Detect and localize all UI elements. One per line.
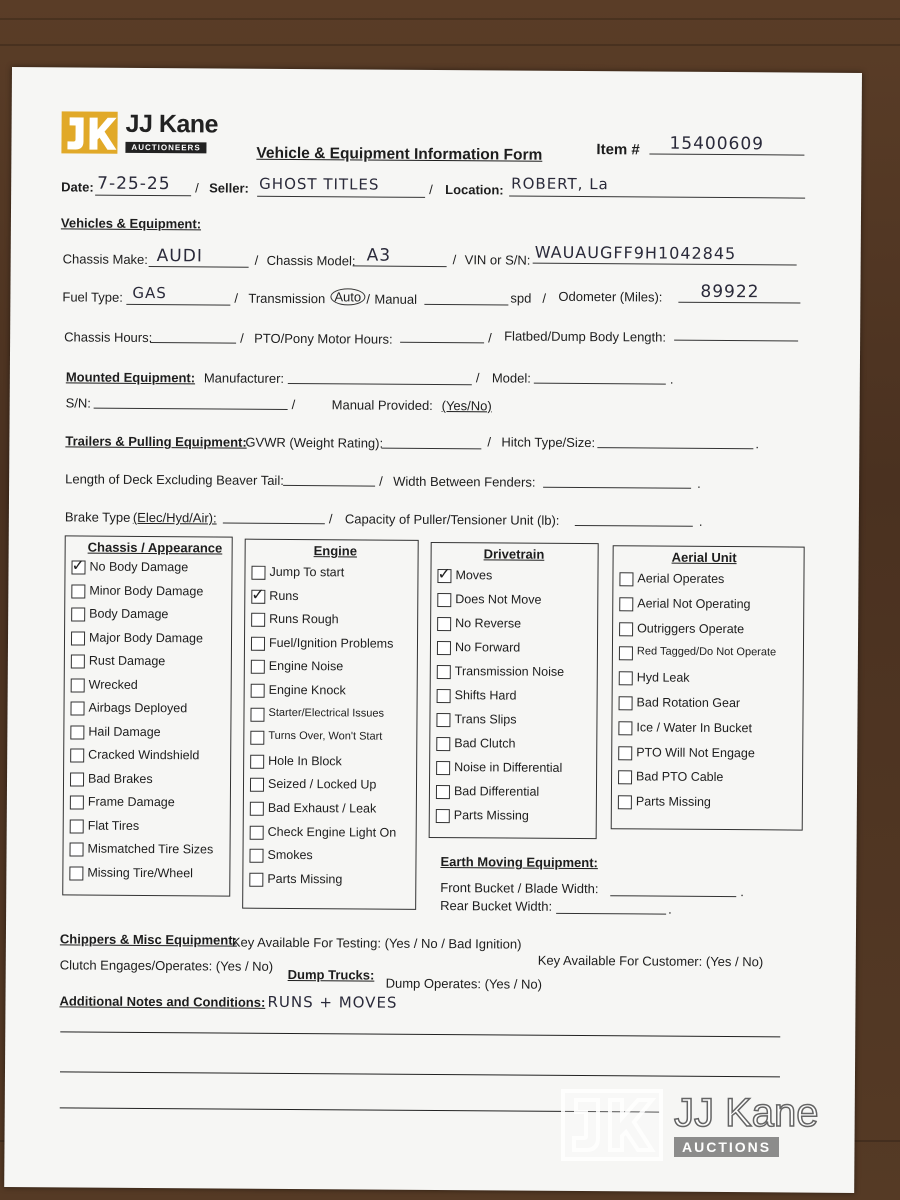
checkbox-label: Minor Body Damage	[89, 583, 204, 598]
item-label: Item #	[596, 141, 640, 159]
aerial-box-title: Aerial Unit	[671, 549, 737, 566]
checkbox[interactable]	[250, 778, 264, 792]
checkbox[interactable]	[436, 809, 450, 823]
deck-length-label: Length of Deck Excluding Beaver Tail:	[65, 471, 284, 488]
checkbox-label: Parts Missing	[453, 808, 529, 823]
form-page: JJ Kane AUCTIONEERS Vehicle & Equipment Information Form Item # 15400609 Date: 7-25-25 / Seller: GHOST TITLES / Location: ROBERT, La Vehicles & Equipment: Chassis Make: AUDI / Chassis Model: A3 / VIN or S/N: WAUAUGFF9H1042845 Fuel Type: GAS / Transmission Auto / Manual spd / Odometer (Miles): 89922 Chassis Hours: / PTO/Pony Motor Hours: / Flatbed/Dump Body Length: Mounted Equipment: Manufacturer: / Model: . S/N: / Manual Provided: (Yes/No) Trailers & Pulling Equipment: GVWR (Weight Rating): / Hitch Type/Size: . Length of Deck Excluding Beaver Tail: / Width Between Fenders: . Brake Type (Elec/Hyd/Air): / Capacity of Puller/Tensioner Unit (lb): . Chassis / Appearance ✓ No Body Damage Minor Body Damage Body Damage Major Body Damage Rust Damage Wrecked Airbags Deployed Hail Damage Cracked Windshield Bad Brakes Frame Damage Flat Tires Mismatched Tire Sizes Missing Tire/Wheel Engine Jump To start ✓ Runs Runs Rough Fuel/Ignition Problems Engine Noise Engine Knock Starter/Electrical Issues Turns Over, Won't Start Hole In Block Seized / Locked Up Bad Exhaust / Leak Check Engine Light On Smokes Parts Missing Drivetrain ✓ Moves Does Not Move No Reverse No Forward Transmission Noise Shifts Hard Trans Slips Bad Clutch Noise in Differential Bad Differential Parts Missing Aerial Unit Aerial Operates Aerial Not Operating Outriggers Operate Red Tagged/Do Not Operate Hyd Leak Bad Rotation Gear Ice / Water In Bucket PTO Will Not Engage Bad PTO Cable Parts Missing Earth Moving Equipment: Front Bucket / Blade Width: . Rear Bucket Width: . Chippers & Misc Equipment: Key Available For Testing: (Yes / No / Bad Ignition) Key Available For Customer: (Yes / No) Clutch Engages/Operates: (Yes / No) Dump Trucks: Dump Operates: (Yes / No) Additional Notes and Conditions: RUNS + MOVES	[4, 67, 862, 1193]
key-customer-text[interactable]: Key Available For Customer: (Yes / No)	[537, 952, 764, 970]
checkbox[interactable]	[618, 721, 632, 735]
checkbox-label: Check Engine Light On	[267, 824, 397, 840]
chassis-appearance-box	[62, 535, 233, 896]
checkbox[interactable]	[618, 746, 632, 760]
brake-type-options[interactable]: (Elec/Hyd/Air):	[132, 509, 217, 526]
checkbox-label: Bad PTO Cable	[636, 769, 724, 785]
chassis-model-label: Chassis Model:	[266, 252, 356, 269]
checkbox[interactable]	[70, 748, 84, 762]
brand-name: JJ Kane	[125, 109, 219, 139]
checkbox-label: Outriggers Operate	[637, 621, 745, 636]
checkbox[interactable]	[69, 866, 83, 880]
sn-label: S/N:	[65, 395, 92, 411]
form-title: Vehicle & Equipment Information Form	[256, 144, 543, 164]
checkbox-label: Bad Clutch	[454, 736, 516, 751]
checkbox[interactable]	[70, 819, 84, 833]
checkbox[interactable]	[250, 825, 264, 839]
item-value[interactable]: 15400609	[669, 133, 765, 155]
checkbox[interactable]	[70, 842, 84, 856]
checkbox-label: Trans Slips	[454, 712, 517, 727]
checkbox-label: Shifts Hard	[454, 688, 517, 703]
checkbox[interactable]	[71, 631, 85, 645]
drivetrain-box-title: Drivetrain	[483, 546, 545, 562]
checkbox-label: Runs	[269, 588, 299, 603]
checkbox-label: Engine Noise	[268, 659, 344, 674]
watermark-sub: AUCTIONS	[674, 1137, 779, 1157]
checkbox-label: Missing Tire/Wheel	[87, 865, 194, 880]
checkbox[interactable]	[71, 678, 85, 692]
checkbox[interactable]	[436, 737, 450, 751]
key-testing-text[interactable]: Key Available For Testing: (Yes / No / Bad Ignition)	[231, 934, 522, 952]
checkbox-label: Flat Tires	[87, 818, 140, 833]
date-value[interactable]: 7-25-25	[97, 173, 171, 195]
checkbox[interactable]	[437, 564, 451, 584]
fender-width-label: Width Between Fenders:	[393, 473, 536, 490]
checkbox[interactable]	[251, 584, 265, 604]
chassis-make-value[interactable]: AUDI	[156, 246, 203, 267]
fuel-type-value[interactable]: GAS	[132, 283, 167, 303]
checkbox-label: Aerial Not Operating	[637, 596, 751, 611]
checkbox-label: Fuel/Ignition Problems	[268, 635, 394, 651]
checkbox[interactable]	[251, 613, 265, 627]
checkbox[interactable]	[70, 795, 84, 809]
checkbox-label: Red Tagged/Do Not Operate	[636, 645, 777, 659]
pto-hours-label: PTO/Pony Motor Hours:	[254, 330, 393, 347]
checkbox[interactable]	[71, 607, 85, 621]
checkbox[interactable]	[250, 802, 264, 816]
vin-value[interactable]: WAUAUGFF9H1042845	[534, 242, 737, 264]
checkbox-label: Cracked Windshield	[88, 747, 200, 763]
checkbox[interactable]	[250, 707, 264, 721]
checkbox[interactable]	[251, 660, 265, 674]
checkbox-label: Hole In Block	[268, 753, 342, 769]
fuel-type-label: Fuel Type:	[62, 289, 123, 305]
seller-value[interactable]: GHOST TITLES	[259, 174, 380, 194]
checkmark-icon: ✓	[437, 564, 451, 584]
checkbox-label: Major Body Damage	[88, 630, 204, 645]
clutch-text[interactable]: Clutch Engages/Operates: (Yes / No)	[59, 957, 274, 974]
checkbox[interactable]	[437, 617, 451, 631]
date-label: Date:	[61, 179, 94, 195]
checkbox-label: Seized / Locked Up	[267, 777, 377, 792]
hitch-type-label: Hitch Type/Size:	[501, 434, 596, 451]
checkbox[interactable]	[251, 637, 265, 651]
dump-trucks-section-title: Dump Trucks:	[287, 966, 375, 983]
checkbox[interactable]	[619, 572, 633, 586]
trailers-section-title: Trailers & Pulling Equipment:	[65, 433, 247, 450]
checkbox-label: Does Not Move	[455, 592, 542, 607]
checkbox-label: Bad Differential	[453, 784, 540, 799]
seller-label: Seller:	[209, 180, 249, 196]
engine-box-title: Engine	[313, 543, 358, 559]
checkbox-label: Wrecked	[88, 677, 138, 692]
checkbox-label: Starter/Electrical Issues	[268, 706, 385, 720]
checkbox[interactable]	[71, 555, 86, 575]
flatbed-length-label: Flatbed/Dump Body Length:	[504, 328, 667, 345]
checkbox[interactable]	[70, 725, 84, 739]
checkbox[interactable]	[70, 772, 84, 786]
transmission-auto-option[interactable]: Auto	[330, 288, 365, 305]
manufacturer-label: Manufacturer:	[203, 370, 285, 386]
odometer-label: Odometer (Miles):	[558, 288, 663, 305]
spd-label: spd	[510, 290, 532, 306]
model-label: Model:	[491, 370, 531, 386]
checkbox-label: No Body Damage	[89, 559, 189, 575]
chassis-model-value[interactable]: A3	[366, 245, 392, 266]
earth-moving-section-title: Earth Moving Equipment:	[440, 854, 598, 871]
checkbox-label: Parts Missing	[267, 871, 343, 887]
checkbox-label: Bad Exhaust / Leak	[267, 800, 377, 816]
manual-provided-label: Manual Provided:	[331, 397, 433, 413]
checkbox-label: Hail Damage	[88, 724, 161, 739]
checkbox[interactable]	[437, 665, 451, 679]
brand-sub: AUCTIONEERS	[125, 142, 206, 154]
jk-watermark-logo-icon	[560, 1088, 664, 1162]
checkbox-label: Transmission Noise	[454, 664, 565, 679]
chassis-make-label: Chassis Make:	[62, 251, 148, 267]
checkbox-label: Aerial Operates	[637, 571, 725, 587]
odometer-value[interactable]: 89922	[700, 281, 760, 303]
checkbox[interactable]	[619, 671, 633, 685]
checkbox-label: Noise in Differential	[454, 760, 563, 775]
checkbox-label: Turns Over, Won't Start	[268, 730, 383, 743]
checkbox-label: Ice / Water In Bucket	[636, 720, 753, 736]
capacity-label: Capacity of Puller/Tensioner Unit (lb):	[344, 511, 560, 528]
checkbox-label: No Reverse	[455, 616, 522, 631]
jk-logo-mark-icon	[59, 109, 119, 155]
checkbox-label: Parts Missing	[635, 794, 711, 810]
vin-label: VIN or S/N:	[464, 252, 531, 268]
checkbox[interactable]	[249, 873, 263, 887]
checkbox-label: Bad Rotation Gear	[636, 695, 741, 711]
checkbox[interactable]	[437, 593, 451, 607]
location-value[interactable]: ROBERT, La	[511, 174, 609, 194]
checkbox[interactable]	[250, 755, 264, 769]
notes-label: Additional Notes and Conditions:	[59, 993, 266, 1010]
checkbox-label: PTO Will Not Engage	[636, 745, 755, 760]
checkbox-label: Rust Damage	[88, 653, 166, 669]
chassis-box-title: Chassis / Appearance	[87, 539, 223, 556]
checkbox-label: Moves	[455, 568, 493, 583]
checkbox[interactable]	[249, 849, 263, 863]
checkbox[interactable]	[619, 597, 633, 611]
checkbox[interactable]	[436, 785, 450, 799]
jj-kane-logo	[59, 109, 218, 156]
checkbox[interactable]	[618, 795, 632, 809]
checkbox[interactable]	[71, 654, 85, 668]
dump-operates-text[interactable]: Dump Operates: (Yes / No)	[385, 975, 542, 992]
checkbox-label: Mismatched Tire Sizes	[87, 841, 214, 857]
checkbox-label: Bad Brakes	[87, 771, 153, 786]
location-label: Location:	[445, 182, 504, 198]
checkbox[interactable]	[619, 647, 633, 661]
checkmark-icon: ✓	[71, 555, 86, 575]
brake-type-label: Brake Type	[64, 509, 131, 525]
aerial-unit-box	[611, 545, 805, 830]
mounted-section-title: Mounted Equipment:	[65, 369, 196, 386]
checkbox-label: Jump To start	[269, 564, 345, 580]
checkbox-label: Hyd Leak	[636, 670, 690, 685]
checkbox[interactable]	[70, 701, 84, 715]
transmission-manual-option[interactable]: Manual	[374, 291, 418, 307]
checkbox[interactable]	[619, 622, 633, 636]
transmission-label: Transmission	[248, 290, 326, 307]
checkbox[interactable]	[251, 566, 265, 580]
checkbox[interactable]	[436, 761, 450, 775]
vehicles-section-title: Vehicles & Equipment:	[60, 215, 202, 232]
checkbox[interactable]	[437, 689, 451, 703]
notes-value[interactable]: RUNS + MOVES	[267, 992, 398, 1012]
checkbox[interactable]	[437, 641, 451, 655]
rear-bucket-label: Rear Bucket Width:	[440, 898, 553, 914]
drivetrain-box	[429, 542, 599, 839]
checkbox[interactable]	[250, 731, 264, 745]
front-bucket-label: Front Bucket / Blade Width:	[440, 880, 599, 897]
chassis-hours-label: Chassis Hours:	[64, 329, 153, 346]
checkbox-label: Frame Damage	[87, 794, 175, 810]
engine-box	[242, 539, 419, 910]
checkbox[interactable]	[436, 713, 450, 727]
checkbox-label: Runs Rough	[269, 612, 339, 627]
checkbox[interactable]	[71, 584, 85, 598]
checkbox[interactable]	[619, 696, 633, 710]
checkbox-label: Body Damage	[89, 606, 169, 622]
manual-provided-options[interactable]: (Yes/No)	[441, 398, 492, 414]
watermark-name: JJ Kane	[674, 1091, 819, 1135]
checkbox-label: Airbags Deployed	[88, 700, 188, 716]
chippers-section-title: Chippers & Misc Equipment:	[59, 931, 237, 948]
checkbox-label: No Forward	[454, 640, 521, 655]
checkbox-label: Engine Knock	[268, 682, 346, 698]
gvwr-label: GVWR (Weight Rating):	[245, 434, 384, 451]
checkbox[interactable]	[618, 771, 632, 785]
checkmark-icon: ✓	[251, 584, 265, 604]
jj-kane-watermark	[560, 1088, 819, 1162]
checkbox-label: Smokes	[267, 848, 313, 863]
checkbox[interactable]	[251, 684, 265, 698]
